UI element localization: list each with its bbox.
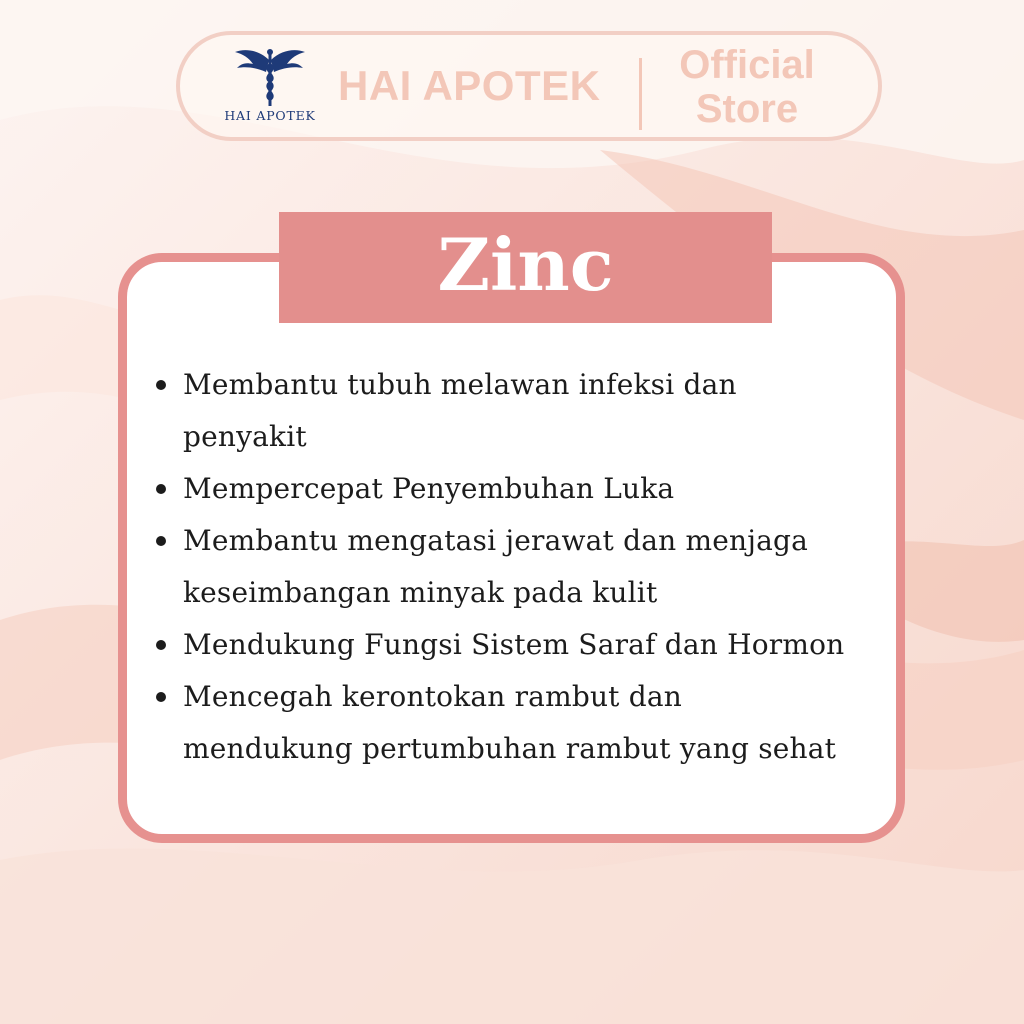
title-banner bbox=[279, 212, 772, 323]
benefit-item bbox=[152, 671, 892, 775]
caduceus-wings-icon bbox=[233, 44, 307, 106]
benefit-line: mendukung pertumbuhan rambut yang sehat bbox=[183, 732, 837, 765]
benefit-item bbox=[152, 619, 892, 671]
bullet-icon bbox=[156, 640, 166, 650]
bullet-icon bbox=[156, 536, 166, 546]
benefit-line: Mempercepat Penyembuhan Luka bbox=[183, 472, 675, 505]
official-store-label bbox=[662, 43, 832, 131]
brand-logo bbox=[215, 44, 325, 128]
benefit-item bbox=[152, 463, 892, 515]
benefit-line: keseimbangan minyak pada kulit bbox=[183, 576, 658, 609]
benefit-list bbox=[152, 359, 892, 775]
header-divider bbox=[639, 58, 642, 130]
benefit-line: Mendukung Fungsi Sistem Saraf dan Hormon bbox=[183, 628, 845, 661]
benefit-item bbox=[152, 359, 892, 463]
benefit-line: penyakit bbox=[183, 420, 307, 453]
benefit-item bbox=[152, 515, 892, 619]
benefit-line: Mencegah kerontokan rambut dan bbox=[183, 680, 682, 713]
bullet-icon bbox=[156, 380, 166, 390]
bullet-icon bbox=[156, 484, 166, 494]
bullet-icon bbox=[156, 692, 166, 702]
benefit-line: Membantu tubuh melawan infeksi dan bbox=[183, 368, 737, 401]
store-label-line1: Official bbox=[679, 43, 815, 87]
brand-name: HAI APOTEK bbox=[338, 62, 601, 109]
logo-caption: HAI APOTEK bbox=[224, 108, 316, 123]
page-title: Zinc bbox=[437, 222, 614, 307]
store-label-line2: Store bbox=[695, 87, 799, 131]
benefit-line: Membantu mengatasi jerawat dan menjaga bbox=[183, 524, 809, 557]
